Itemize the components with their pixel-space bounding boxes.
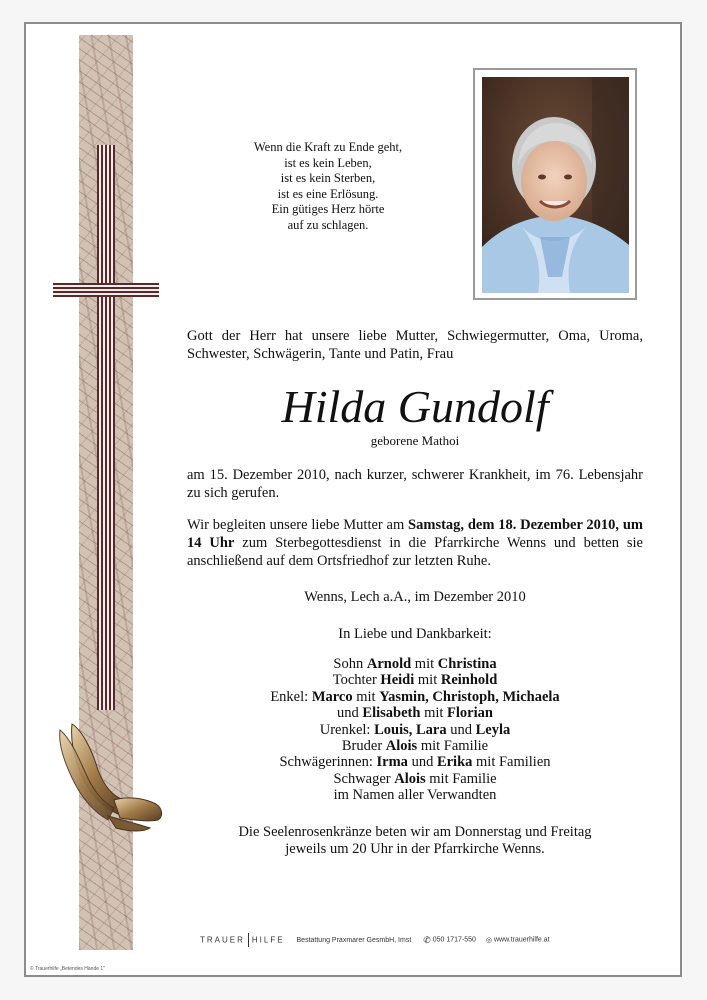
family-line: Enkel: Marco mit Yasmin, Christoph, Michaela (270, 688, 560, 705)
family-line: Bruder Alois mit Familie (341, 738, 489, 755)
poem-line: ist es kein Leben, (284, 155, 372, 170)
funeral-text (187, 516, 643, 570)
praying-hands-icon (52, 716, 170, 834)
rosary-notice (187, 824, 643, 858)
family-line: Tochter Heidi mit Reinhold (332, 672, 498, 689)
family-line: Schwager Alois mit Familie (333, 770, 497, 787)
footer-phone: 050 1717-550 (432, 936, 476, 944)
portrait-photo (482, 77, 629, 293)
family-list (187, 656, 643, 804)
rosary-line: jeweils um 20 Uhr in der Pfarrkirche Wenns. (285, 841, 545, 857)
poem (228, 140, 428, 233)
rosary-line: Die Seelenrosenkränze beten wir am Donnerstag und Freitag (238, 824, 592, 840)
intro-text: Gott der Herr hat unsere liebe Mutter, Schwiegermutter, Oma, Uroma, Schwester, Schwägerin, Tante und Patin, Frau (187, 328, 643, 362)
footer-company: Bestattung Praxmarer GesmbH, Imst (296, 936, 412, 944)
place-date: Wenns, Lech a.A., im Dezember 2010 (304, 589, 526, 605)
phone-icon: ✆ (423, 934, 431, 945)
globe-icon: ◎ (485, 937, 493, 944)
cross-horizontal-beam (53, 283, 159, 297)
deceased-name: Hilda Gundolf (281, 381, 549, 432)
logo-right: HILFE (251, 935, 285, 945)
family-line: Schwägerinnen: Irma und Erika mit Familien (279, 754, 551, 771)
logo-left: TRAUER (200, 935, 245, 945)
poem-line: ist es kein Sterben, (280, 171, 376, 185)
family-line: Urenkel: Louis, Lara und Leyla (319, 721, 511, 738)
funeral-date: Samstag, dem 18. Dezember 2010, um 14 Uhr (187, 517, 643, 551)
footer-web: www.trauerhilfe.at (493, 936, 550, 944)
funeral-text-part2: zum Sterbegottesdienst in die Pfarrkirche Wenns und betten sie anschließend auf dem Ortsfriedhof zur letzten Ruhe. (187, 535, 643, 569)
poem-line: Ein gütiges Herz hörte (271, 202, 385, 216)
family-line: im Namen aller Verwandten (333, 787, 497, 804)
family-line: und Elisabeth mit Florian (337, 705, 493, 722)
poem-line: auf zu schlagen. (287, 217, 369, 232)
copyright-note: © Trauerhilfe „Betendes Hände 1" (30, 966, 105, 972)
maiden-name: geborene Mathoi (370, 433, 460, 448)
poem-line: ist es eine Erlösung. (277, 186, 379, 201)
logo-divider (248, 933, 249, 947)
family-line: Sohn Arnold mit Christina (333, 656, 497, 672)
gratitude-line: In Liebe und Dankbarkeit: (338, 626, 492, 642)
death-text: am 15. Dezember 2010, nach kurzer, schwerer Krankheit, im 76. Lebensjahr zu sich gerufen. (187, 467, 643, 501)
cross-vertical-beam (97, 145, 115, 710)
funeral-text-part1: Wir begleiten unsere liebe Mutter am (187, 517, 409, 533)
footer (200, 933, 550, 949)
poem-line: Wenn die Kraft zu Ende geht, (253, 140, 403, 154)
